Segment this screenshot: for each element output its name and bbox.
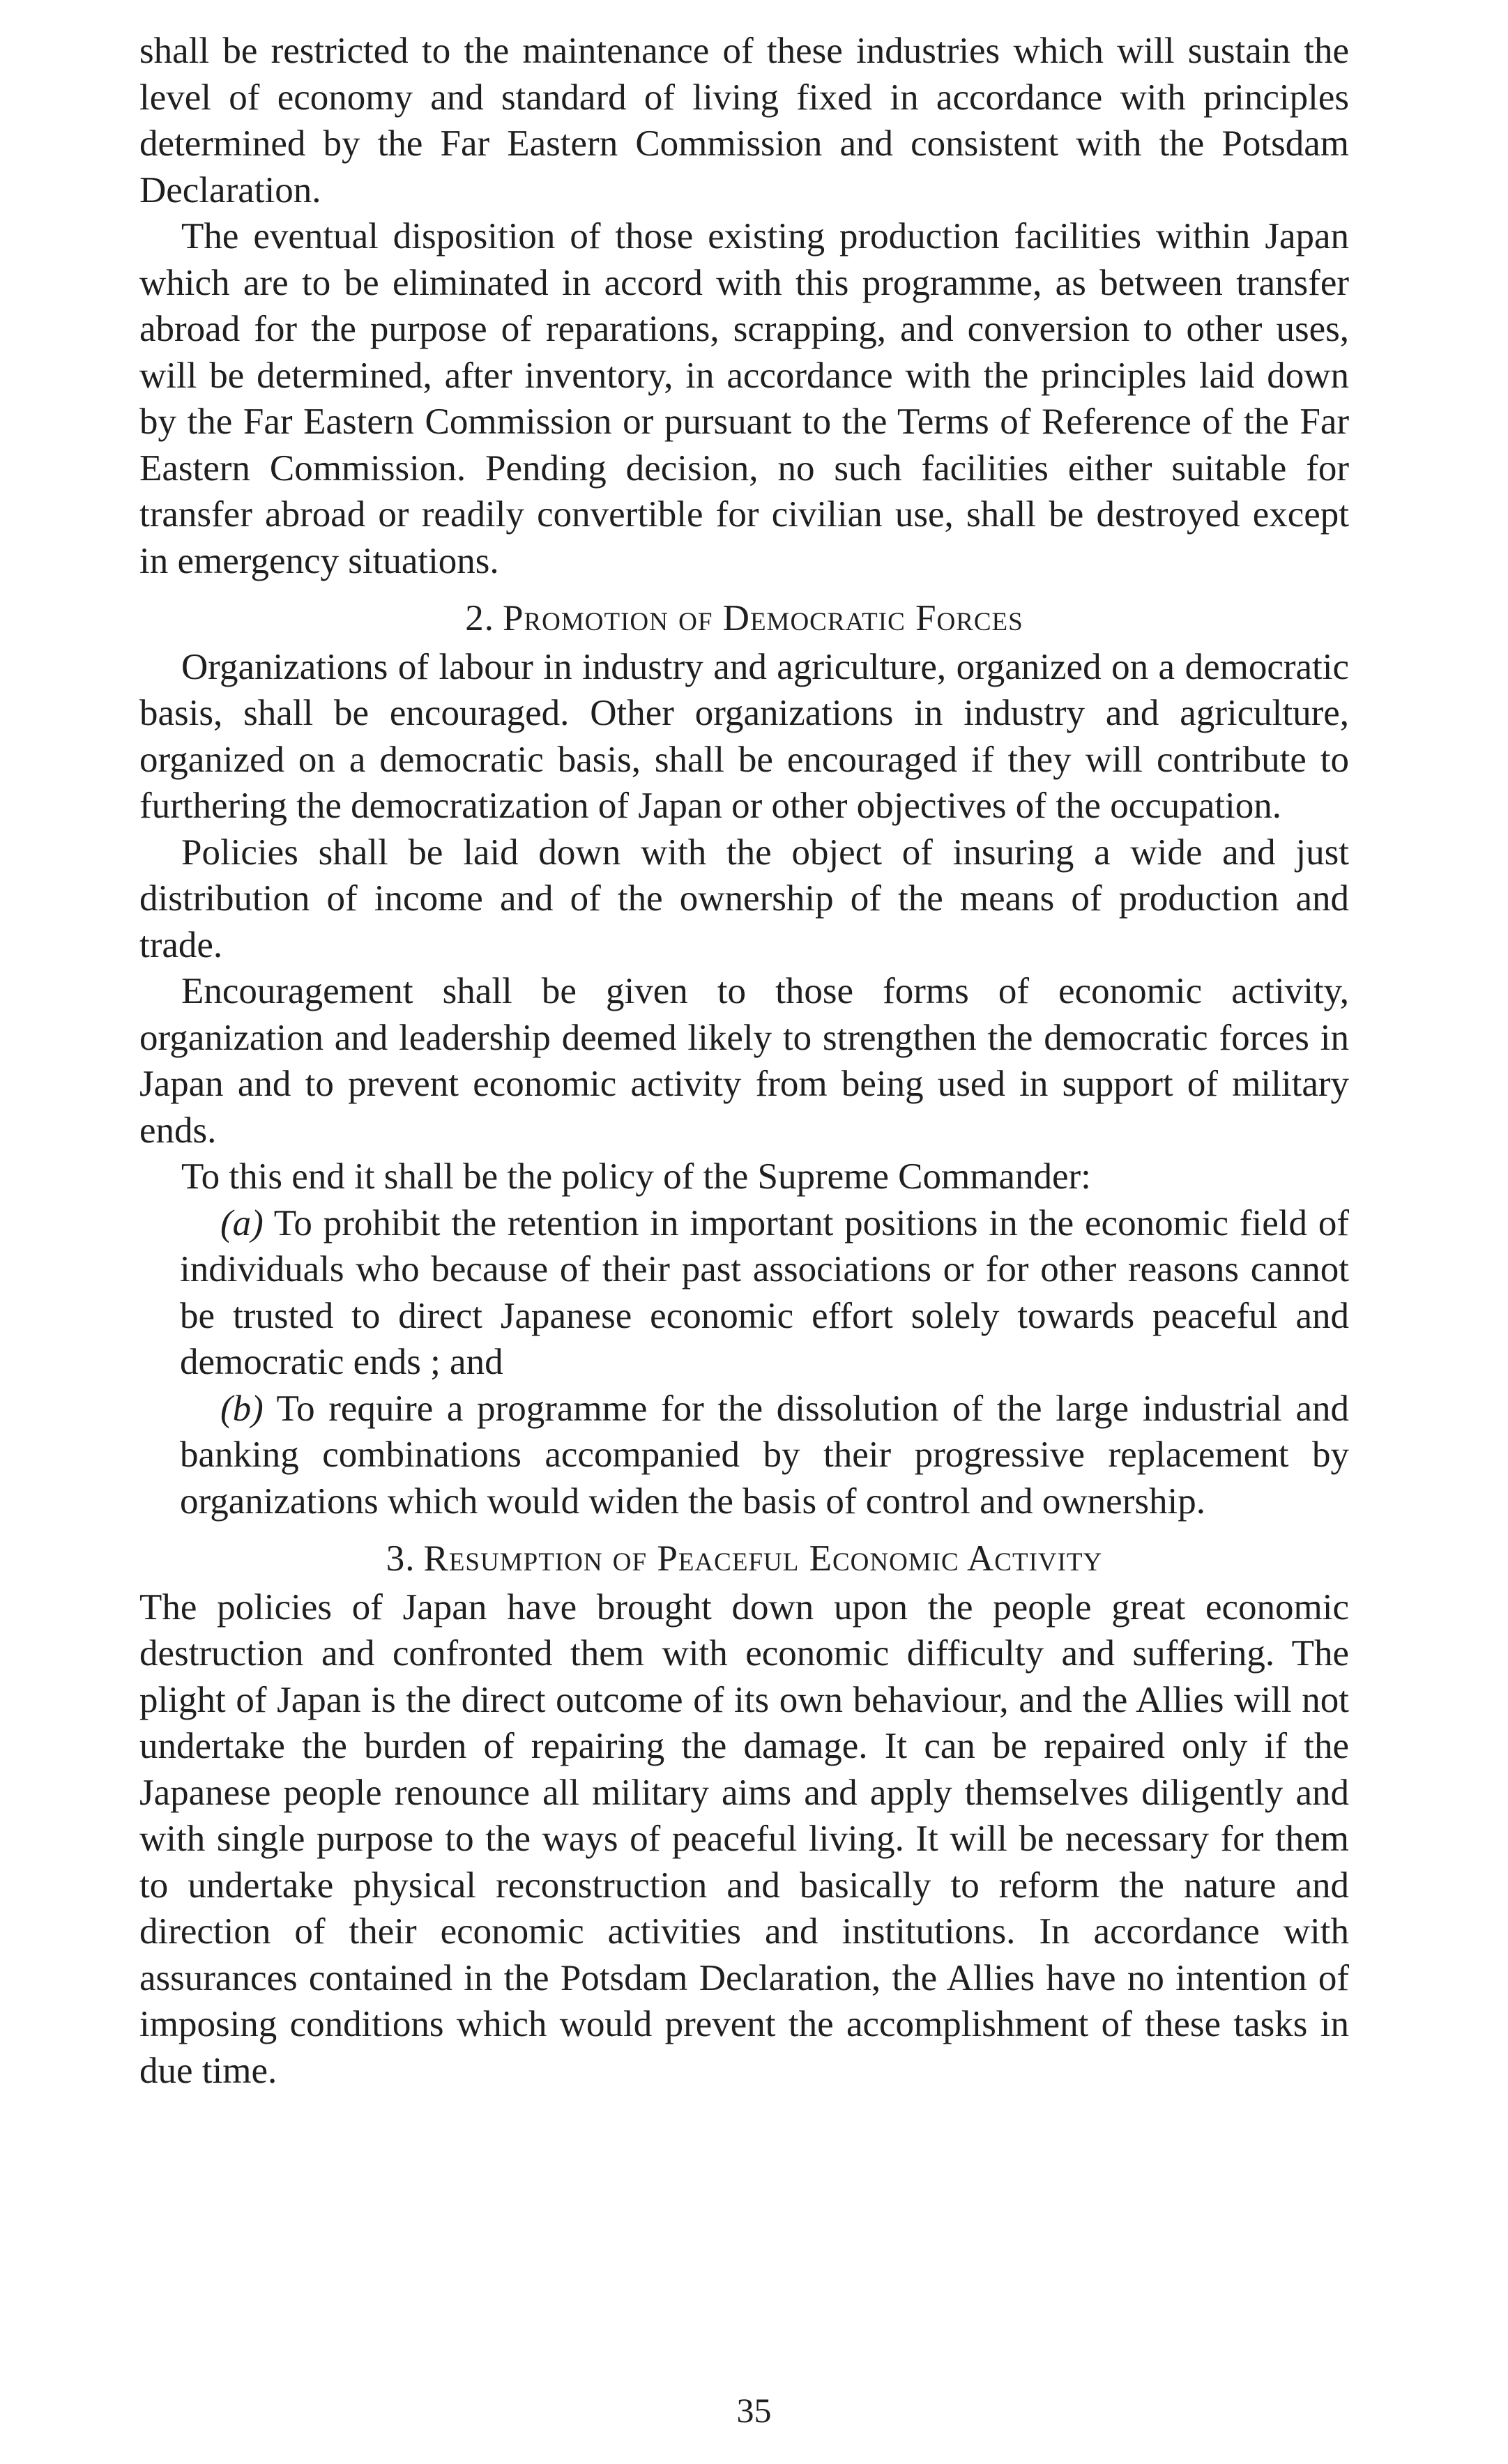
paragraph: shall be restricted to the maintenance of these industries which will sustain the level of economy and standard of living fixed in accordance with principles determined by the Far Eastern Commission and consistent with the Potsdam Declaration. [139,31,1349,211]
list-item-text: To prohibit the retention in important positions in the economic field of individuals who because of their past associations or for other reasons cannot be trusted to direct Japanese economic effort solely towards peaceful and democratic ends ; and [180,1202,1349,1382]
paragraph: Encouragement shall be given to those forms of economic activity, organization and leadership deemed likely to strengthen the democratic forces in Japan and to prevent economic activity from being used in support of military ends. [139,971,1349,1151]
section-heading-3 [139,1536,1349,1584]
paragraph: Organizations of labour in industry and agriculture, organized on a democratic basis, shall be encouraged. Other organizations in industry and agriculture, organized on a democratic basis, shall be encouraged if they will contribute to furthering the democratization of Japan or other objectives of the occupation. [139,646,1349,826]
section-number: 3. [386,1538,416,1579]
section-number: 2. [465,598,495,638]
list-item-label: (b) [220,1388,264,1429]
section-title: Promotion of Democratic Forces [503,598,1023,638]
list-item [180,1200,1349,1386]
section-heading-2 [139,595,1349,644]
paragraph: To this end it shall be the policy of the Supreme Commander: [181,1156,1091,1197]
paragraph: The policies of Japan have brought down upon the people great economic destruction and confronted them with economic difficulty and suffering. The plight of Japan is the direct outcome of its own behaviour, and the Allies will not undertake the burden of repairing the damage. It can be repaired only if the Japanese people renounce all military aims and apply themselves diligently and with single purpose to the ways of peaceful living. It will be necessary for them to undertake physical reconstruction and basically to reform the nature and direction of their economic activities and institutions. In accordance with assurances contained in the Potsdam Declaration, the Allies have no intention of imposing conditions which would prevent the accomplishment of these tasks in due time. [139,1586,1349,2091]
paragraph: Policies shall be laid down with the object of insuring a wide and just distribution of income and of the ownership of the means of production and trade. [139,832,1349,965]
page-number: 35 [736,2391,772,2430]
document-page [139,28,1349,2094]
paragraph: The eventual disposition of those existing production facilities within Japan which are to be eliminated in accord with this programme, as between transfer abroad for the purpose of reparations, scrapping, and conversion to other uses, will be determined, after inventory, in accordance with the principles laid down by the Far Eastern Commission or pursuant to the Terms of Reference of the Far Eastern Commission. Pending decision, no such facilities either suitable for transfer abroad or readily convertible for civilian use, shall be destroyed except in emergency situations. [139,216,1349,581]
list-item-text: To require a programme for the dissolution of the large industrial and banking combinations accompanied by their progressive replacement by organizations which would widen the basis of control and ownership. [180,1388,1349,1522]
list-item [180,1386,1349,1525]
list-item-label: (a) [220,1202,264,1244]
section-title: Resumption of Peaceful Economic Activity [423,1538,1103,1579]
